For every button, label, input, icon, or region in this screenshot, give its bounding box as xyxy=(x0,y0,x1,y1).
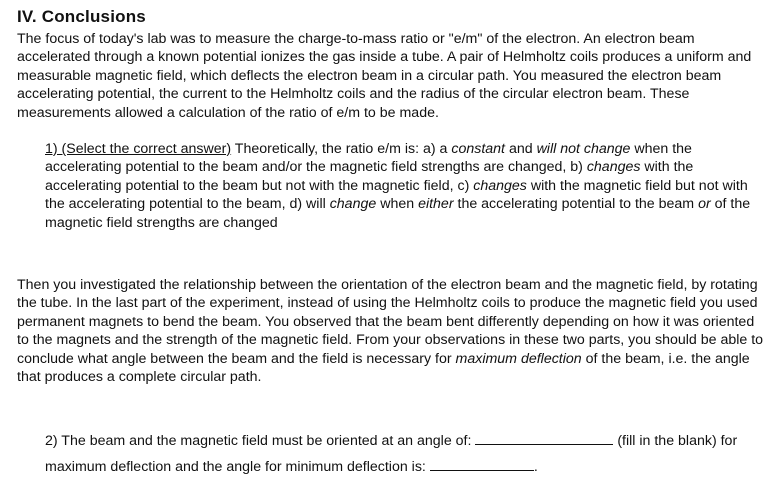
question-1-text: Theoretically, the ratio e/m is: a) a xyxy=(231,141,452,157)
question-1-italic: changes xyxy=(473,177,527,194)
question-2-text: (fill in the blank) for maximum deflection and the angle for minimum deflection is: xyxy=(45,433,738,475)
question-1-text: when xyxy=(376,196,419,213)
intro-paragraph: The focus of today's lab was to measure the charge-to-mass ratio or "e/m" of the electron. An electron beam accelerated through a known potential ionizes the gas inside a tube. A pair of Helmholtz coils produces a uniform and measurable magnetic field, which deflects the electron beam in a circular path. You measured the electron beam accelerating potential, the current to the Helmholtz coils and the radius of the circular electron beam. These measurements allowed a calculation of the ratio of e/m to be made. xyxy=(17,31,752,121)
question-2 xyxy=(45,428,763,480)
question-1-italic: changes xyxy=(586,159,641,176)
question-1 xyxy=(45,140,763,232)
question-1-text: with the accelerating potential to the beam but not with the magnetic field, c) xyxy=(45,159,694,194)
question-1-text: with the magnetic field but not with the accelerating potential to the beam, d) will xyxy=(45,177,748,213)
question-1-italic: either xyxy=(418,196,454,213)
question-1-italic: will not change xyxy=(536,141,631,157)
question-1-italic: change xyxy=(329,196,377,213)
question-1-text: when the accelerating potential to the beam and/or the magnetic field strengths are changed, b) xyxy=(45,141,692,176)
question-1-prefix: 1) (Select the correct answer) xyxy=(45,141,232,157)
question-1-text: of the magnetic field strengths are changed xyxy=(45,196,751,231)
question-2-text: 2) The beam and the magnetic field must be oriented at an angle of: xyxy=(45,433,476,449)
min-angle-blank[interactable] xyxy=(430,458,534,471)
orientation-text: Then you investigated the relationship between the orientation of the electron beam and the magnetic field, by rotating the tube. In the last part of the experiment, instead of using the Helmholtz coils to produce the magnetic field you used permanent magnets to bend the beam. You observed that the beam bent differently depending on how it was oriented to the magnets and the strength of the magnetic field. From your observations in these two parts, you should be able to conclude what angle between the beam and the field is necessary for xyxy=(17,277,764,367)
max-angle-blank[interactable] xyxy=(475,432,613,445)
orientation-paragraph xyxy=(17,276,765,386)
orientation-text: of the beam, i.e. the angle that produces a complete circular path. xyxy=(17,350,750,386)
question-1-italic: or xyxy=(698,196,711,213)
question-1-text: and xyxy=(505,141,537,157)
question-1-text: the accelerating potential to the beam xyxy=(453,196,699,213)
section-heading: IV. Conclusions xyxy=(17,7,146,26)
question-1-italic: constant xyxy=(451,141,505,157)
orientation-italic: maximum deflection xyxy=(455,350,582,367)
question-2-text: . xyxy=(533,459,538,475)
